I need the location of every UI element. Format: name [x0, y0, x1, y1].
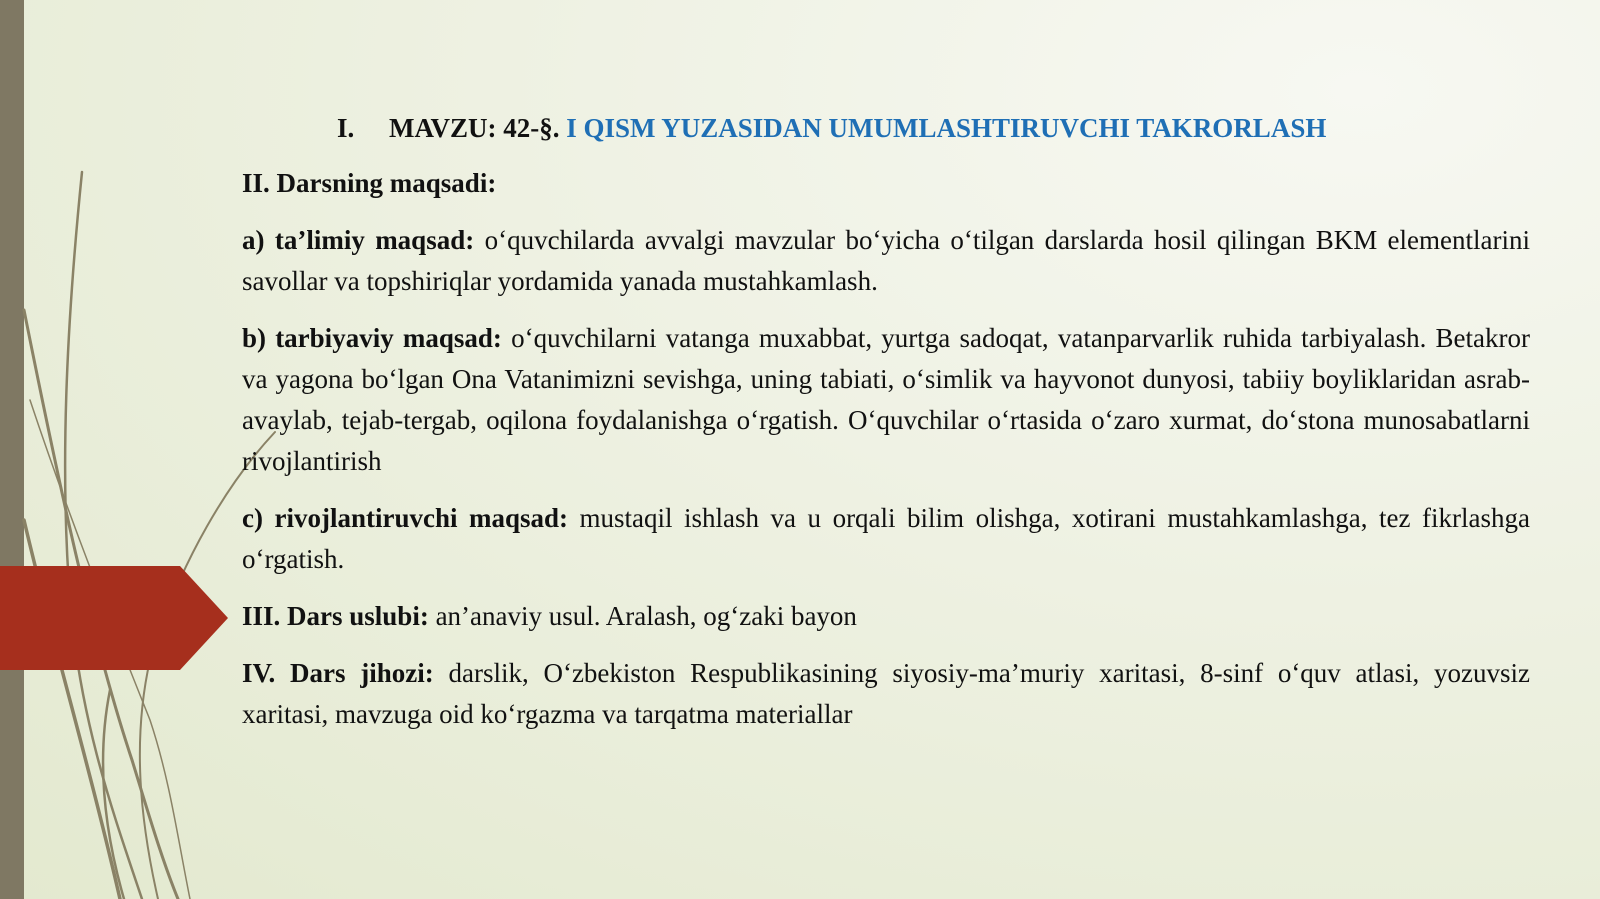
lesson-method [242, 596, 1530, 637]
lesson-equipment-text: darslik, O‘zbekiston Respublikasining siyosiy-ma’muriy xaritasi, 8-sinf o‘quv atlasi, yozuvsiz xaritasi, mavzuga oid ko‘rgazma va tarqatma materiallar [242, 658, 1530, 729]
goal-upbringing-label: b) tarbiyaviy maqsad: [242, 323, 502, 353]
goal-educational-text: o‘quvchilarda avvalgi mavzular bo‘yicha o‘tilgan darslarda hosil qilingan BKM elementlarini savollar va topshiriqlar yordamida yanada mustahkamlash. [242, 225, 1530, 296]
title-topic: I QISM YUZASIDAN UMUMLASHTIRUVCHI TAKRORLASH [566, 113, 1327, 143]
title-numeral: I. [337, 113, 355, 143]
goal-upbringing [242, 318, 1530, 482]
red-arrow-marker [0, 566, 230, 670]
goal-developmental-label: c) rivojlantiruvchi maqsad: [242, 503, 569, 533]
goals-heading [242, 163, 1530, 204]
goal-upbringing-text: o‘quvchilarni vatanga muxabbat, yurtga sadoqat, vatanparvarlik ruhida tarbiyalash. Betakror va yagona bo‘lgan Ona Vatanimizni sevishga, uning tabiati, o‘simlik va hayvonot dunyosi, tabiiy boyliklaridan asrab-avaylab, tejab-tergab, oqilona foydalanishga o‘rgatish. O‘quvchilar o‘rtasida o‘zaro xurmat, do‘stona munosabatlarni rivojlantirish [242, 323, 1530, 476]
title-prefix: MAVZU: 42-§. [389, 113, 560, 143]
lesson-equipment-label: IV. Dars jihozi: [242, 658, 434, 688]
lesson-method-label: III. Dars uslubi: [242, 601, 429, 631]
goal-developmental-text: mustaqil ishlash va u orqali bilim olishga, xotirani mustahkamlashga, tez fikrlashga o‘rgatish. [242, 503, 1530, 574]
goals-heading-text: II. Darsning maqsadi: [242, 168, 497, 198]
lesson-method-text: an’anaviy usul. Aralash, og‘zaki bayon [435, 601, 857, 631]
goal-educational [242, 220, 1530, 302]
lesson-title [242, 108, 1530, 149]
lesson-equipment [242, 653, 1530, 735]
goal-developmental [242, 498, 1530, 580]
goal-educational-label: a) ta’limiy maqsad: [242, 225, 475, 255]
slide-content [242, 108, 1530, 751]
